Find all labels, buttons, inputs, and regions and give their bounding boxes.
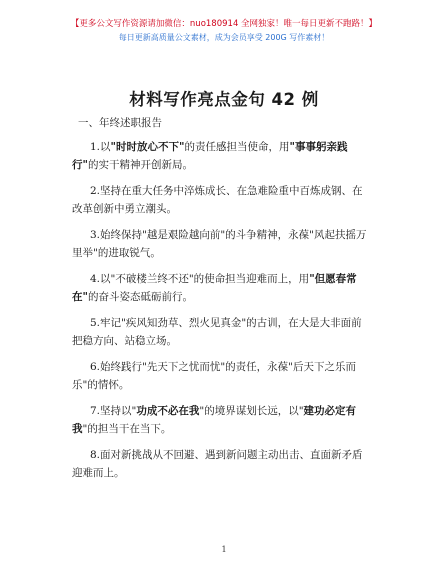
quote-item (72, 226, 372, 262)
quote-text: "的担当干在当下。 (82, 423, 172, 435)
quote-text: 8.面对新挑战从不回避、遇到新问题主动出击、直面新矛盾迎难而上。 (72, 449, 363, 479)
quote-item (72, 182, 372, 218)
quote-text: 的责任感担当使命，用 (184, 141, 290, 153)
quote-text: "的境界谋划长远，以" (199, 405, 304, 417)
quote-item (72, 270, 372, 306)
banner-line-1: 【更多公文写作资源请加微信：nuo180914 全网独家！唯一每日更新不跑路！】 (70, 19, 378, 29)
quote-item (72, 314, 372, 350)
quote-item (72, 358, 372, 394)
quote-list (72, 138, 372, 490)
quote-text: 6.始终践行"先天下之忧而忧"的责任，永葆"后天下之乐而乐"的情怀。 (72, 361, 357, 391)
quote-text: 2.坚持在重大任务中淬炼成长、在急难险重中百炼成钢、在改革创新中勇立潮头。 (72, 185, 363, 215)
quote-emphasis: 功成不必在我 (136, 405, 200, 417)
quote-emphasis: 建功必定有我 (72, 405, 357, 435)
quote-text: 4.以"不破楼兰终不还"的使命担当迎难而上，用 (90, 273, 310, 285)
quote-text: 1.以 (90, 141, 111, 153)
quote-text: 的奋斗姿态砥砺前行。 (87, 291, 193, 303)
quote-text: 7.坚持以" (90, 405, 137, 417)
promo-banner (0, 18, 448, 44)
quote-text: 5.牢记"疾风知劲草、烈火见真金"的古训，在大是大非面前把稳方向、站稳立场。 (72, 317, 362, 347)
quote-emphasis: "但愿春常在" (72, 273, 357, 303)
quote-item (72, 138, 372, 174)
page-number: 1 (221, 545, 227, 554)
quote-text: 3.始终保持"越是艰险越向前"的斗争精神，永葆"风起扶摇万里举"的进取锐气。 (72, 229, 367, 259)
banner-line-2: 每日更新高质量公文素材，成为会员享受 200G 写作素材！ (118, 33, 330, 42)
document-title: 材料写作亮点金句 42 例 (129, 90, 319, 109)
quote-emphasis: "事事躬亲践行" (72, 141, 348, 171)
quote-item (72, 402, 372, 438)
quote-text: 的实干精神开创新局。 (87, 159, 193, 171)
quote-emphasis: "时时放心不下" (110, 141, 185, 153)
section-heading: 一、年终述职报告 (78, 117, 162, 129)
quote-item (72, 446, 372, 482)
